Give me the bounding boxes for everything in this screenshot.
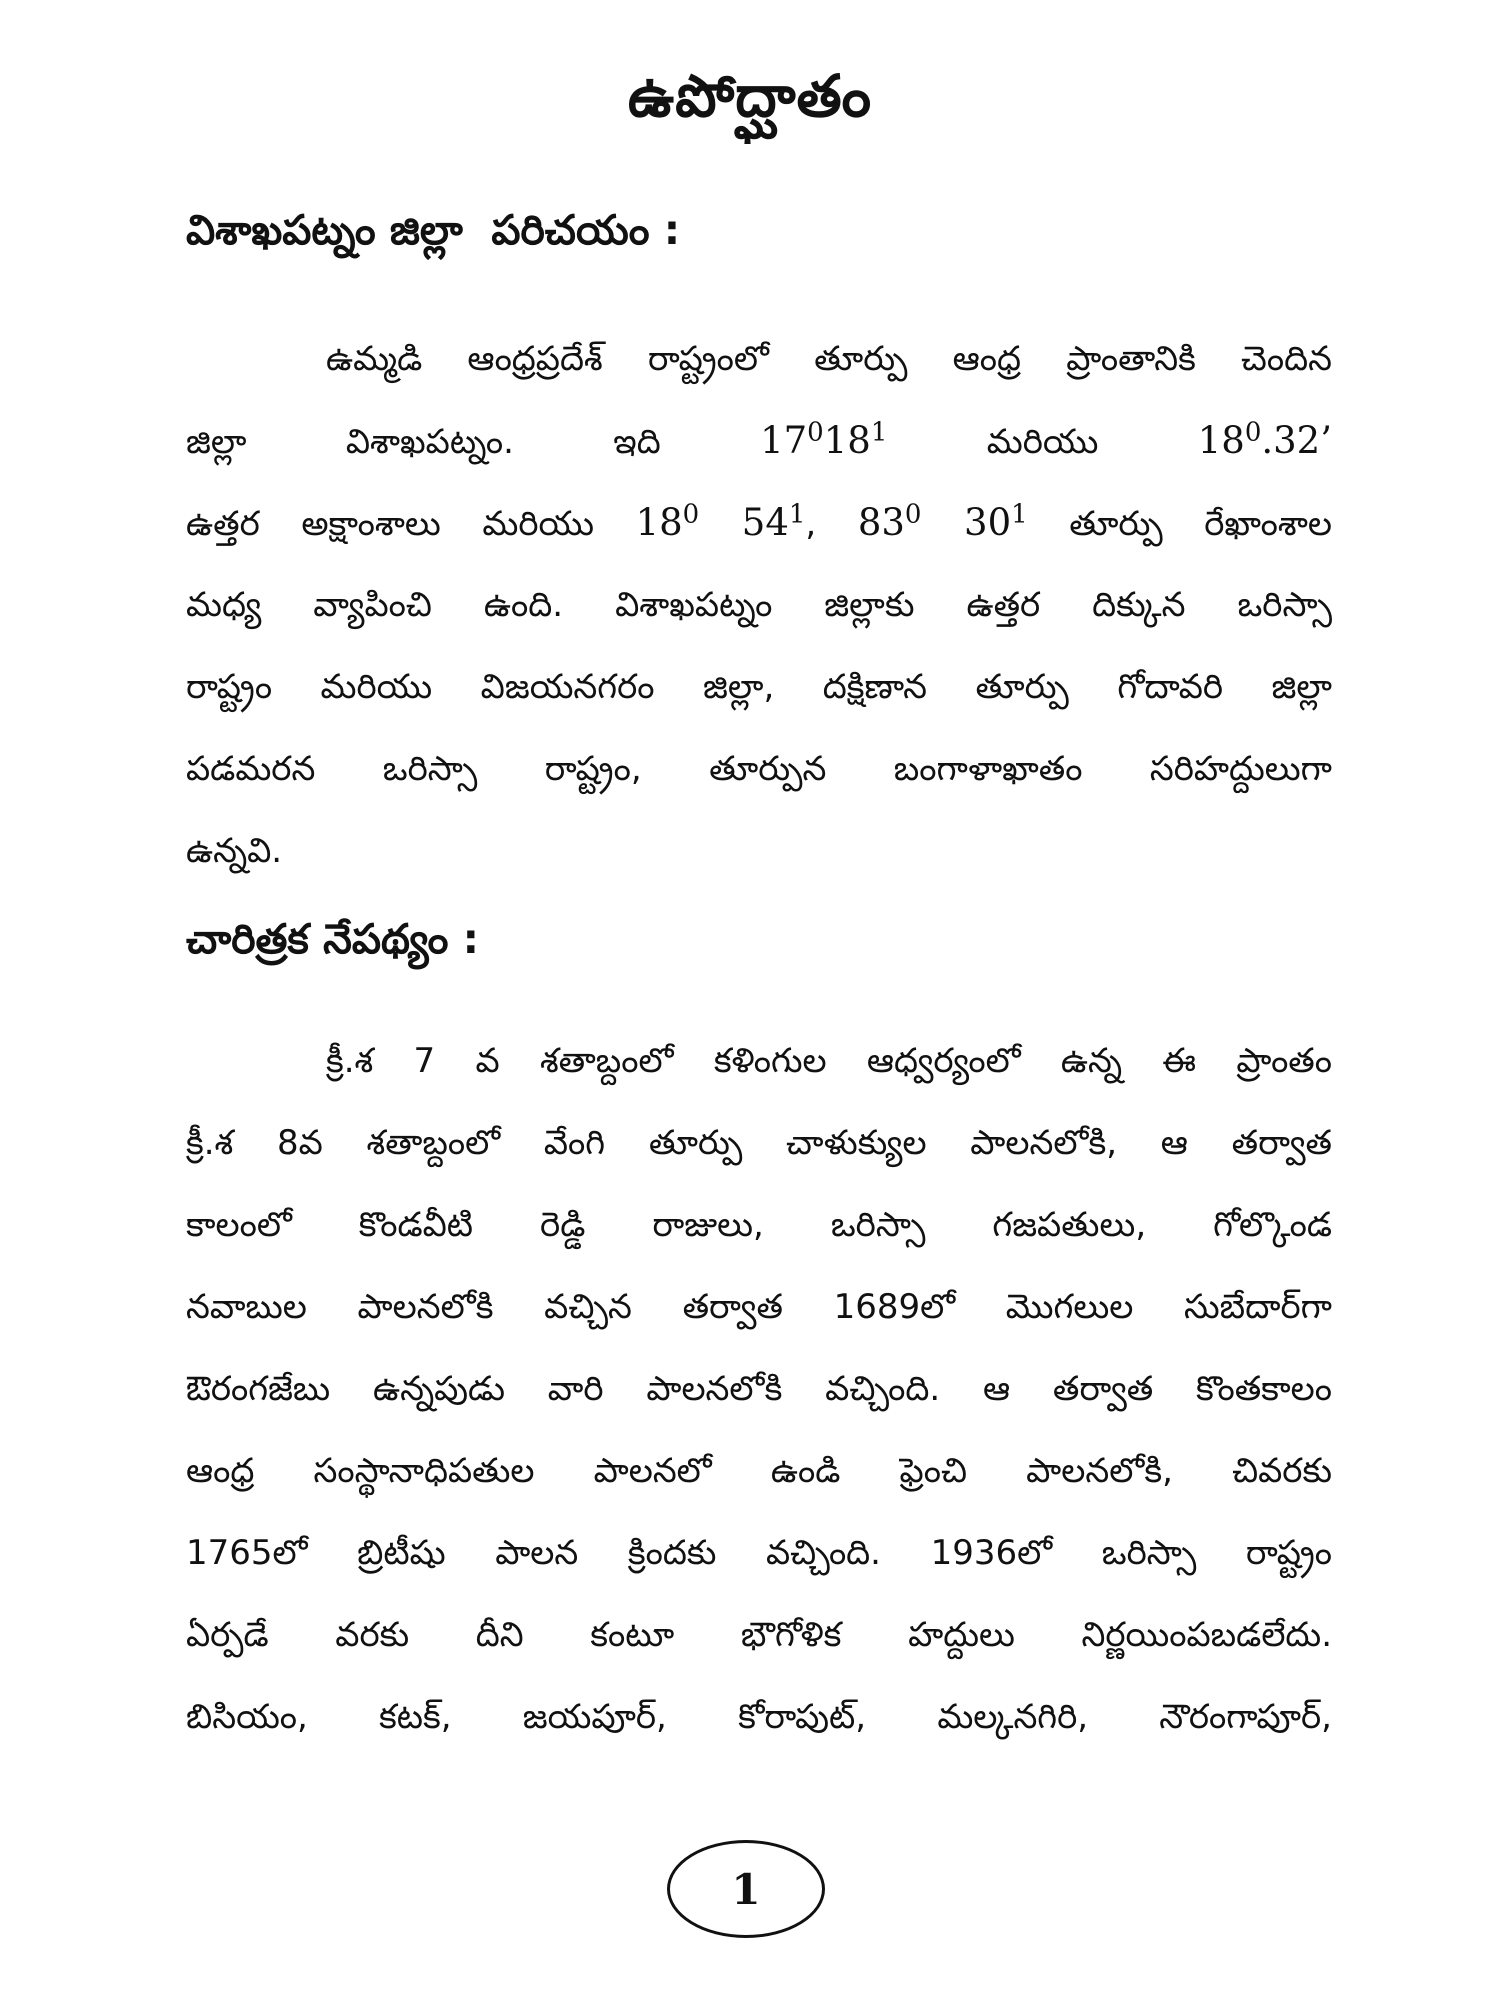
text-span: , [805, 504, 858, 544]
latitude-degree: 17 [760, 419, 808, 462]
latitude-degree: 18 [635, 501, 683, 544]
text-span: మరియు [887, 422, 1198, 462]
paragraph-line: కాలంలో కొండవీటి రెడ్డి రాజులు, ఒరిస్సా గజపతులు, గోల్కొండ [186, 1205, 1332, 1245]
paragraph-line: బిసియం, కటక్, జయపూర్, కోరాపుట్, మల్కనగిరి, నౌరంగాపూర్, [186, 1697, 1332, 1737]
paragraph-line: ఔరంగజేబు ఉన్నపుడు వారి పాలనలోకి వచ్చింది. ఆ తర్వాత కొంతకాలం [186, 1369, 1332, 1409]
degree-superscript: 0 [904, 499, 922, 530]
latitude-minute: 18 [823, 419, 871, 462]
introduction-paragraph [186, 318, 1332, 892]
paragraph-line: మధ్య వ్యాపించి ఉంది. విశాఖపట్నం జిల్లాకు ఉత్తర దిక్కున ఒరిస్సా [186, 585, 1332, 625]
degree-superscript: 0 [1244, 417, 1262, 448]
paragraph-line: ఉన్నవి. [186, 831, 283, 871]
paragraph-line-coordinates [186, 400, 1332, 482]
minute-superscript: 1 [788, 499, 806, 530]
section-heading-introduction: విశాఖపట్నం జిల్లా పరిచయం : [186, 206, 681, 254]
text-span: జిల్లా విశాఖపట్నం. ఇది [186, 422, 761, 462]
paragraph-line: రాష్ట్రం మరియు విజయనగరం జిల్లా, దక్షిణాన తూర్పు గోదావరి జిల్లా [186, 667, 1332, 707]
latitude-degree: 18 [1197, 419, 1245, 462]
paragraph-line: ఆంధ్ర సంస్థానాధిపతుల పాలనలో ఉండి ఫ్రెంచి పాలనలోకి, చివరకు [186, 1451, 1332, 1491]
longitude-minute: 30 [921, 501, 1012, 544]
latitude-minute: 54 [699, 501, 789, 544]
text-span: తూర్పు రేఖాంశాల [1027, 504, 1332, 544]
degree-superscript: 0 [807, 417, 824, 448]
section-heading-history: చారిత్రక నేపథ్యం : [186, 915, 480, 963]
paragraph-line: పడమరన ఒరిస్సా రాష్ట్రం, తూర్పున బంగాళాఖాతం సరిహద్దులుగా [186, 749, 1332, 789]
page-number: 1 [667, 1840, 825, 1938]
paragraph-line: ఉమ్మడి ఆంధ్రప్రదేశ్ రాష్ట్రంలో తూర్పు ఆంధ్ర ప్రాంతానికి చెందిన [326, 339, 1332, 379]
paragraph-line-coordinates [186, 482, 1332, 564]
text-span: ఉత్తర అక్షాంశాలు మరియు [186, 504, 636, 544]
longitude-degree: 83 [857, 501, 905, 544]
minute-superscript: 1 [1011, 499, 1028, 530]
paragraph-line: క్రీ.శ 8వ శతాబ్దంలో వేంగి తూర్పు చాళుక్యుల పాలనలోకి, ఆ తర్వాత [186, 1123, 1332, 1163]
paragraph-line: నవాబుల పాలనలోకి వచ్చిన తర్వాత 1689లో మొగలుల సుబేదార్‌గా [186, 1287, 1332, 1327]
paragraph-line: ఏర్పడే వరకు దీని కంటూ భౌగోళిక హద్దులు నిర్ణయింపబడలేదు. [186, 1615, 1332, 1655]
minute-superscript: 1 [870, 417, 888, 448]
paragraph-line: క్రీ.శ 7 వ శతాబ్దంలో కళింగుల ఆధ్వర్యంలో ఉన్న ఈ ప్రాంతం [326, 1041, 1332, 1081]
latitude-minute: .32’ [1261, 419, 1332, 462]
degree-superscript: 0 [682, 499, 700, 530]
page-title: ఉపోద్ఘాతం [627, 62, 873, 130]
history-paragraph [186, 1020, 1332, 1758]
paragraph-line: 1765లో బ్రిటీషు పాలన క్రిందకు వచ్చింది. 1936లో ఒరిస్సా రాష్ట్రం [186, 1533, 1332, 1573]
